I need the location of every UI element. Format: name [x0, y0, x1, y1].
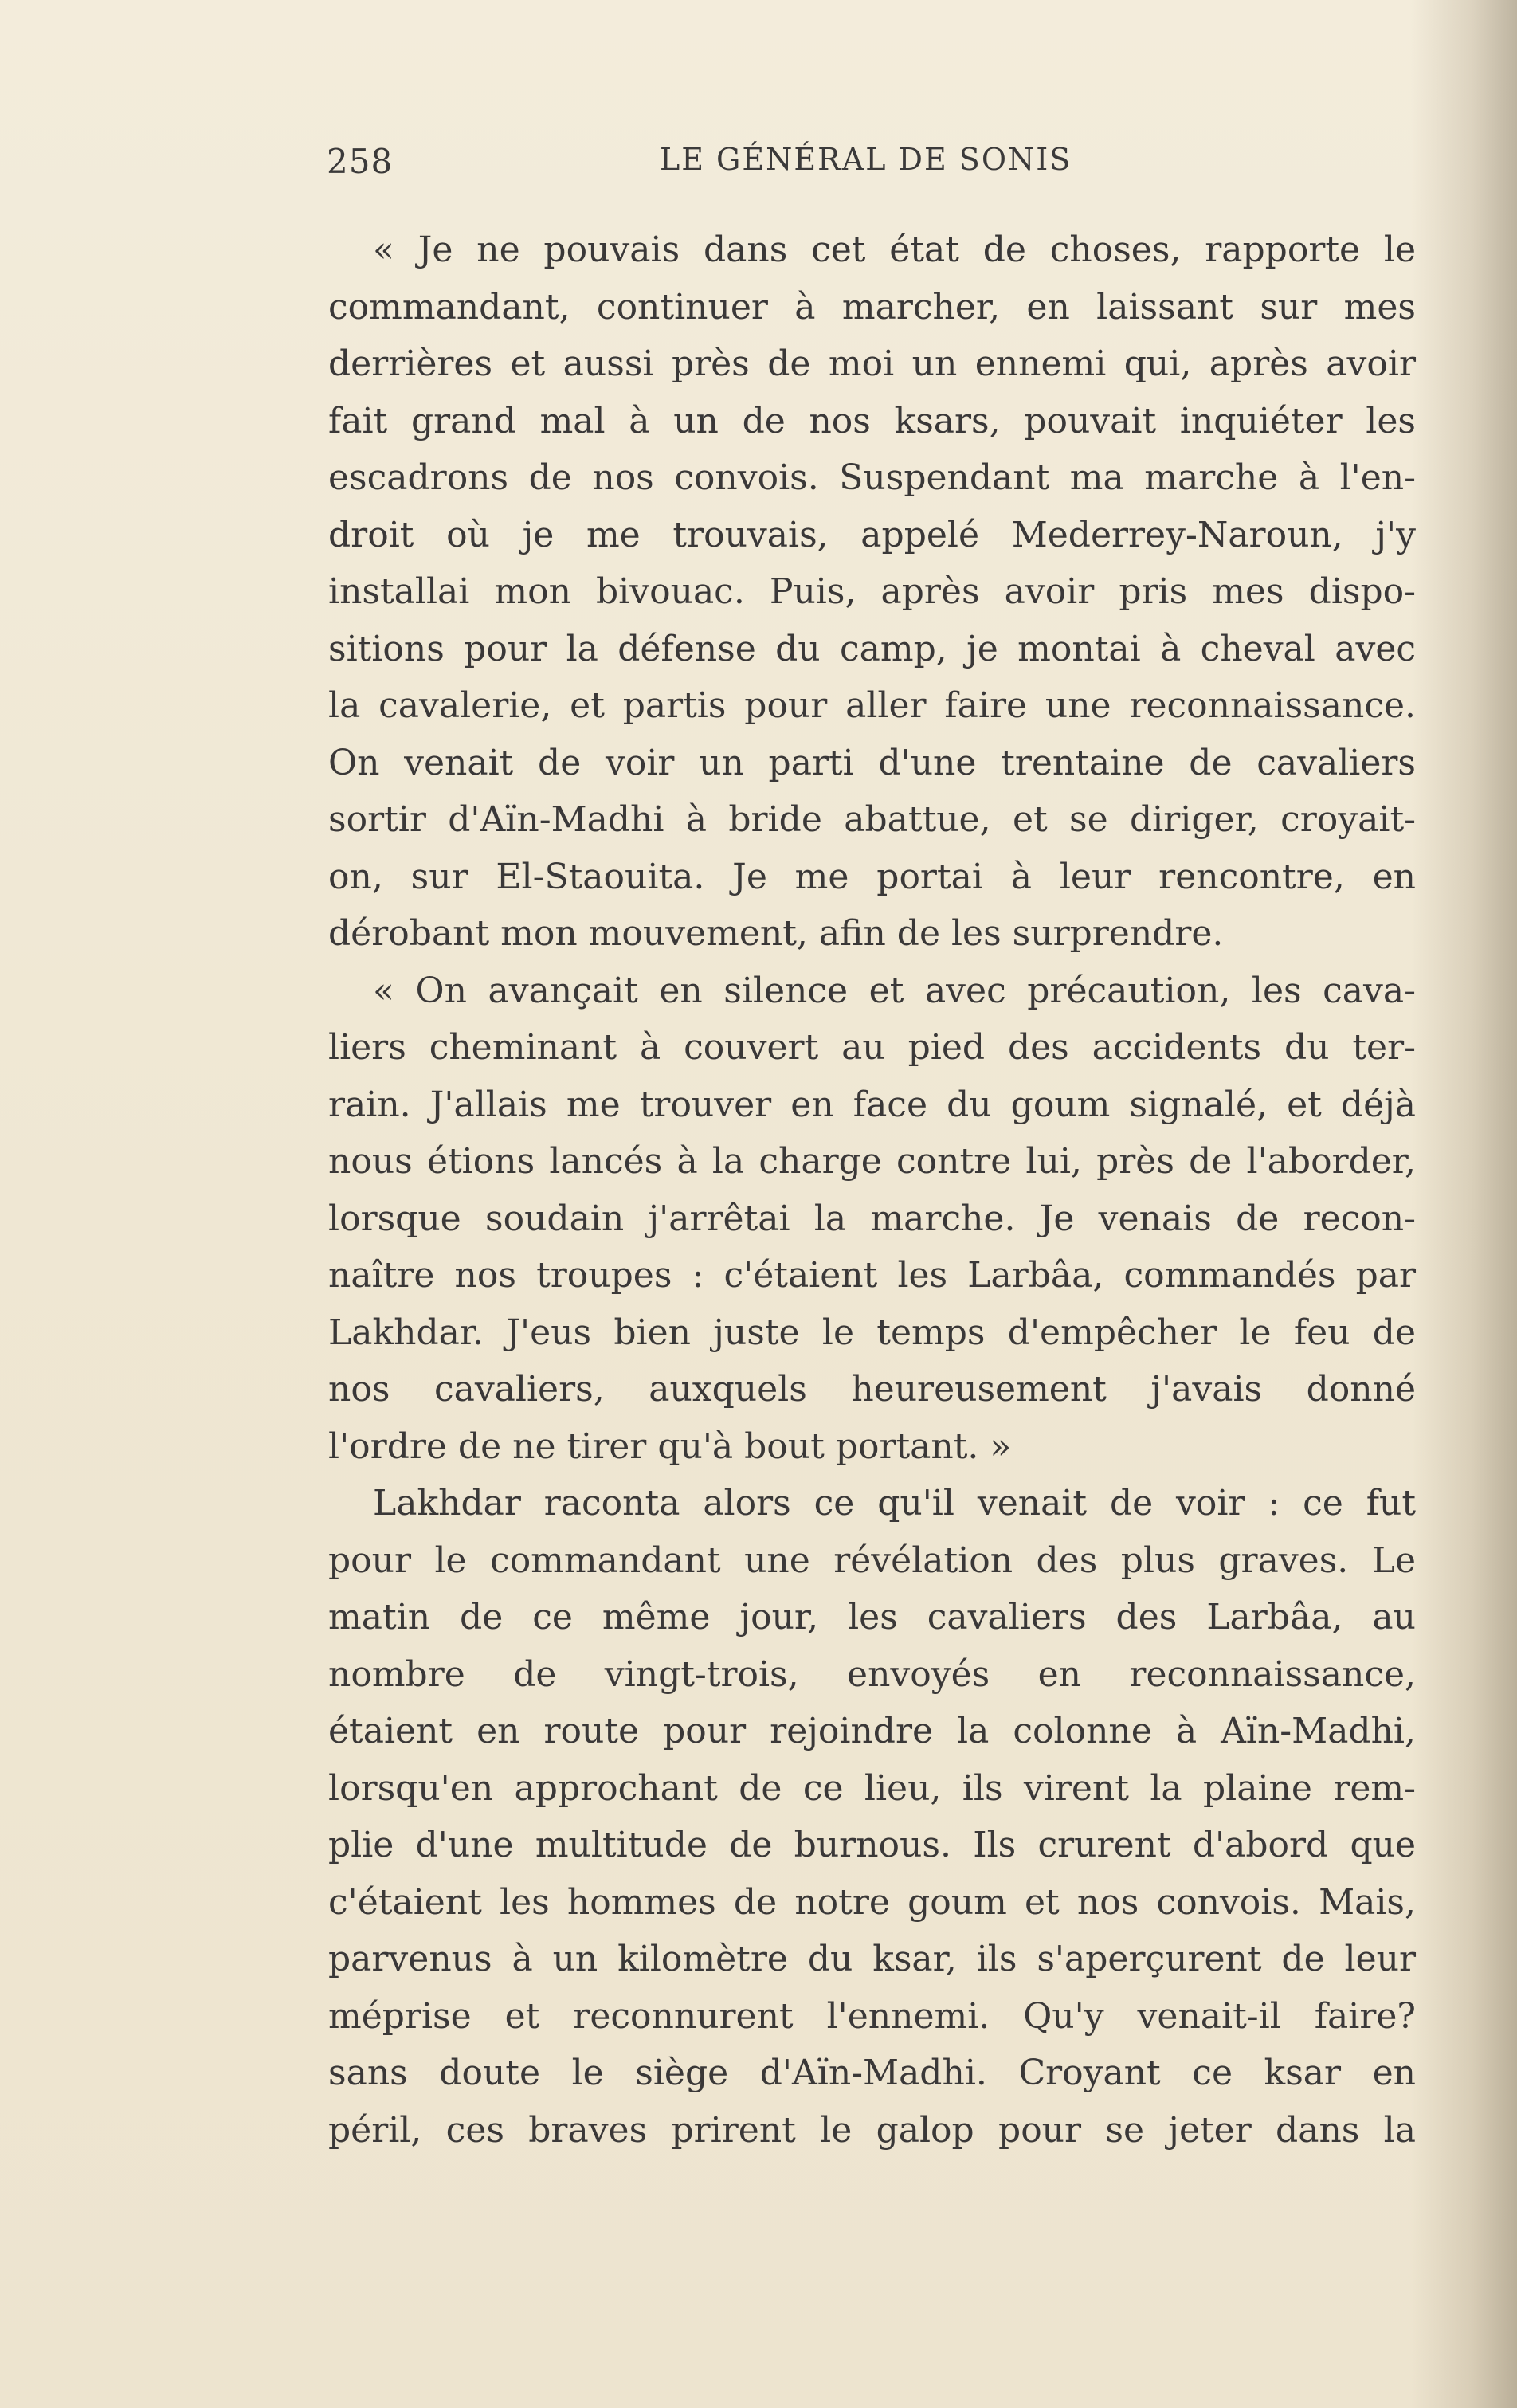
text-line: l'ordre de ne tirer qu'à bout portant. » — [328, 1426, 1012, 1467]
text-line: méprise et reconnurent l'ennemi. Qu'y venait-il faire? — [328, 1995, 1416, 2037]
running-title: LE GÉNÉRAL DE SONIS — [660, 142, 1072, 177]
text-line: lorsqu'en approchant de ce lieu, ils virent la plaine rem- — [328, 1767, 1416, 1809]
text-line: commandant, continuer à marcher, en laissant sur mes — [328, 286, 1416, 327]
text-line: installai mon bivouac. Puis, après avoir pris mes dispo- — [328, 571, 1416, 612]
text-line: dérobant mon mouvement, afin de les surprendre. — [328, 913, 1224, 954]
text-line: étaient en route pour rejoindre la colonne à Aïn-Madhi, — [328, 1711, 1416, 1751]
page-number: 258 — [327, 142, 394, 181]
text-line: On venait de voir un parti d'une trentaine de cavaliers — [328, 742, 1416, 783]
text-line: la cavalerie, et partis pour aller faire une reconnaissance. — [328, 685, 1416, 726]
text-line: nombre de vingt-trois, envoyés en reconnaissance, — [328, 1653, 1416, 1695]
text-line: c'étaient les hommes de notre goum et nos convois. Mais, — [328, 1881, 1416, 1923]
text-line: Lakhdar. J'eus bien juste le temps d'empêcher le feu de — [328, 1312, 1416, 1353]
text-line: Lakhdar raconta alors ce qu'il venait de voir : ce fut — [373, 1483, 1416, 1524]
text-line: escadrons de nos convois. Suspendant ma marche à l'en- — [328, 457, 1416, 498]
page-header — [327, 142, 1076, 190]
text-line: « On avançait en silence et avec précaution, les cava- — [373, 970, 1416, 1011]
text-line: sortir d'Aïn-Madhi à bride abattue, et se diriger, croyait- — [328, 799, 1416, 840]
text-line: pour le commandant une révélation des plus graves. Le — [328, 1539, 1416, 1581]
text-line: rain. J'allais me trouver en face du goum signalé, et déjà — [328, 1084, 1416, 1125]
text-line: parvenus à un kilomètre du ksar, ils s'aperçurent de leur — [328, 1939, 1416, 1979]
text-line: matin de ce même jour, les cavaliers des Larbâa, au — [328, 1597, 1416, 1637]
text-line: on, sur El-Staouita. Je me portai à leur rencontre, en — [328, 856, 1416, 897]
text-line: fait grand mal à un de nos ksars, pouvait inquiéter les — [328, 400, 1416, 441]
text-line: sitions pour la défense du camp, je montai à cheval avec — [328, 628, 1416, 669]
text-line: plie d'une multitude de burnous. Ils crurent d'abord que — [328, 1825, 1416, 1865]
text-line: nous étions lancés à la charge contre lui, près de l'aborder, — [328, 1141, 1416, 1182]
text-line: nos cavaliers, auxquels heureusement j'avais donné — [328, 1369, 1416, 1410]
text-line: naître nos troupes : c'étaient les Larbâa, commandés par — [328, 1255, 1416, 1296]
text-line: lorsque soudain j'arrêtai la marche. Je venais de recon- — [328, 1198, 1416, 1239]
text-line: droit où je me trouvais, appelé Mederrey-Naroun, j'y — [328, 514, 1416, 555]
text-line: péril, ces braves prirent le galop pour se jeter dans la — [328, 2109, 1416, 2151]
text-line: « Je ne pouvais dans cet état de choses, rapporte le — [373, 229, 1416, 270]
text-line: derrières et aussi près de moi un ennemi qui, après avoir — [328, 343, 1416, 384]
body-text — [328, 222, 1416, 2159]
text-line: liers cheminant à couvert au pied des accidents du ter- — [328, 1027, 1416, 1068]
text-line: sans doute le siège d'Aïn-Madhi. Croyant ce ksar en — [328, 2053, 1416, 2093]
